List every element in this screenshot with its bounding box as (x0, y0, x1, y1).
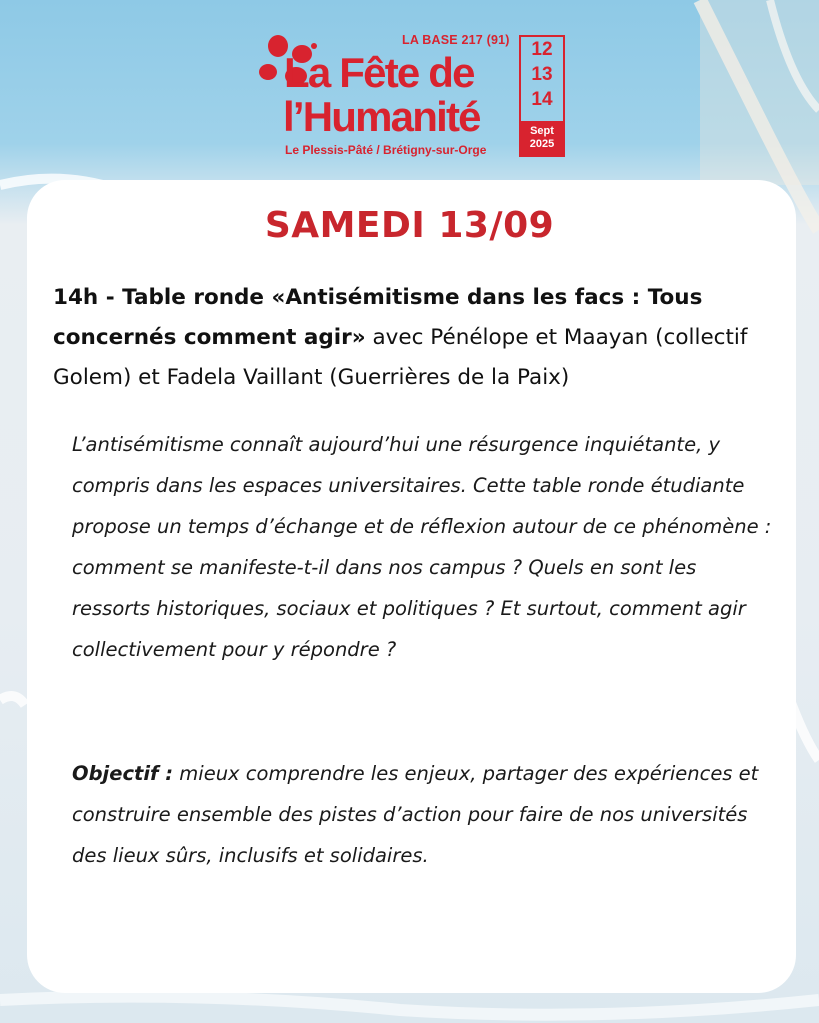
logo-base-label: LA BASE 217 (91) (402, 33, 510, 47)
event-speakers: avec Pénélope et Maayan (collectif Golem) et Fadela Vaillant (Guerrières de la Paix) (53, 325, 748, 390)
event-description: L’antisémitisme connaît aujourd’hui une résurgence inquiétante, y compris dans les espaces universitaires. Cette table ronde étudiante propose un temps d’échange et de réflexion autour de ce phénomène : comment se manifeste-t-il dans nos campus ? Quels en sont les ressorts historiques, sociaux et politiques ? Et surtout, comment agir collectivement pour y répondre ? (72, 433, 772, 661)
festival-header (0, 0, 819, 185)
date-year: 2025 (529, 138, 555, 150)
date-day-3: 14 (531, 89, 553, 110)
objective-label: Objectif : (72, 762, 174, 785)
objective-text: mieux comprendre les enjeux, partager des expériences et construire ensemble des pistes d’action pour faire de nos universités des lieux sûrs, inclusifs et solidaires. (72, 762, 759, 867)
date-day-2: 13 (531, 64, 553, 85)
event-objective (72, 753, 772, 876)
logo-title-line1: La Fête de (284, 49, 474, 96)
date-day-1: 12 (531, 39, 553, 60)
logo-place: Le Plessis-Pâté / Brétigny-sur-Orge (285, 143, 487, 157)
event-heading (53, 278, 773, 398)
event-title: 14h - Table ronde «Antisémitisme dans les facs : Tous concernés comment agir» (53, 285, 703, 350)
festival-dates-box (519, 35, 565, 157)
day-title: SAMEDI 13/09 (264, 205, 555, 246)
date-month: Sept (530, 125, 554, 137)
logo-title-line2: l’Humanité (283, 93, 480, 140)
date-month-year (521, 121, 563, 155)
